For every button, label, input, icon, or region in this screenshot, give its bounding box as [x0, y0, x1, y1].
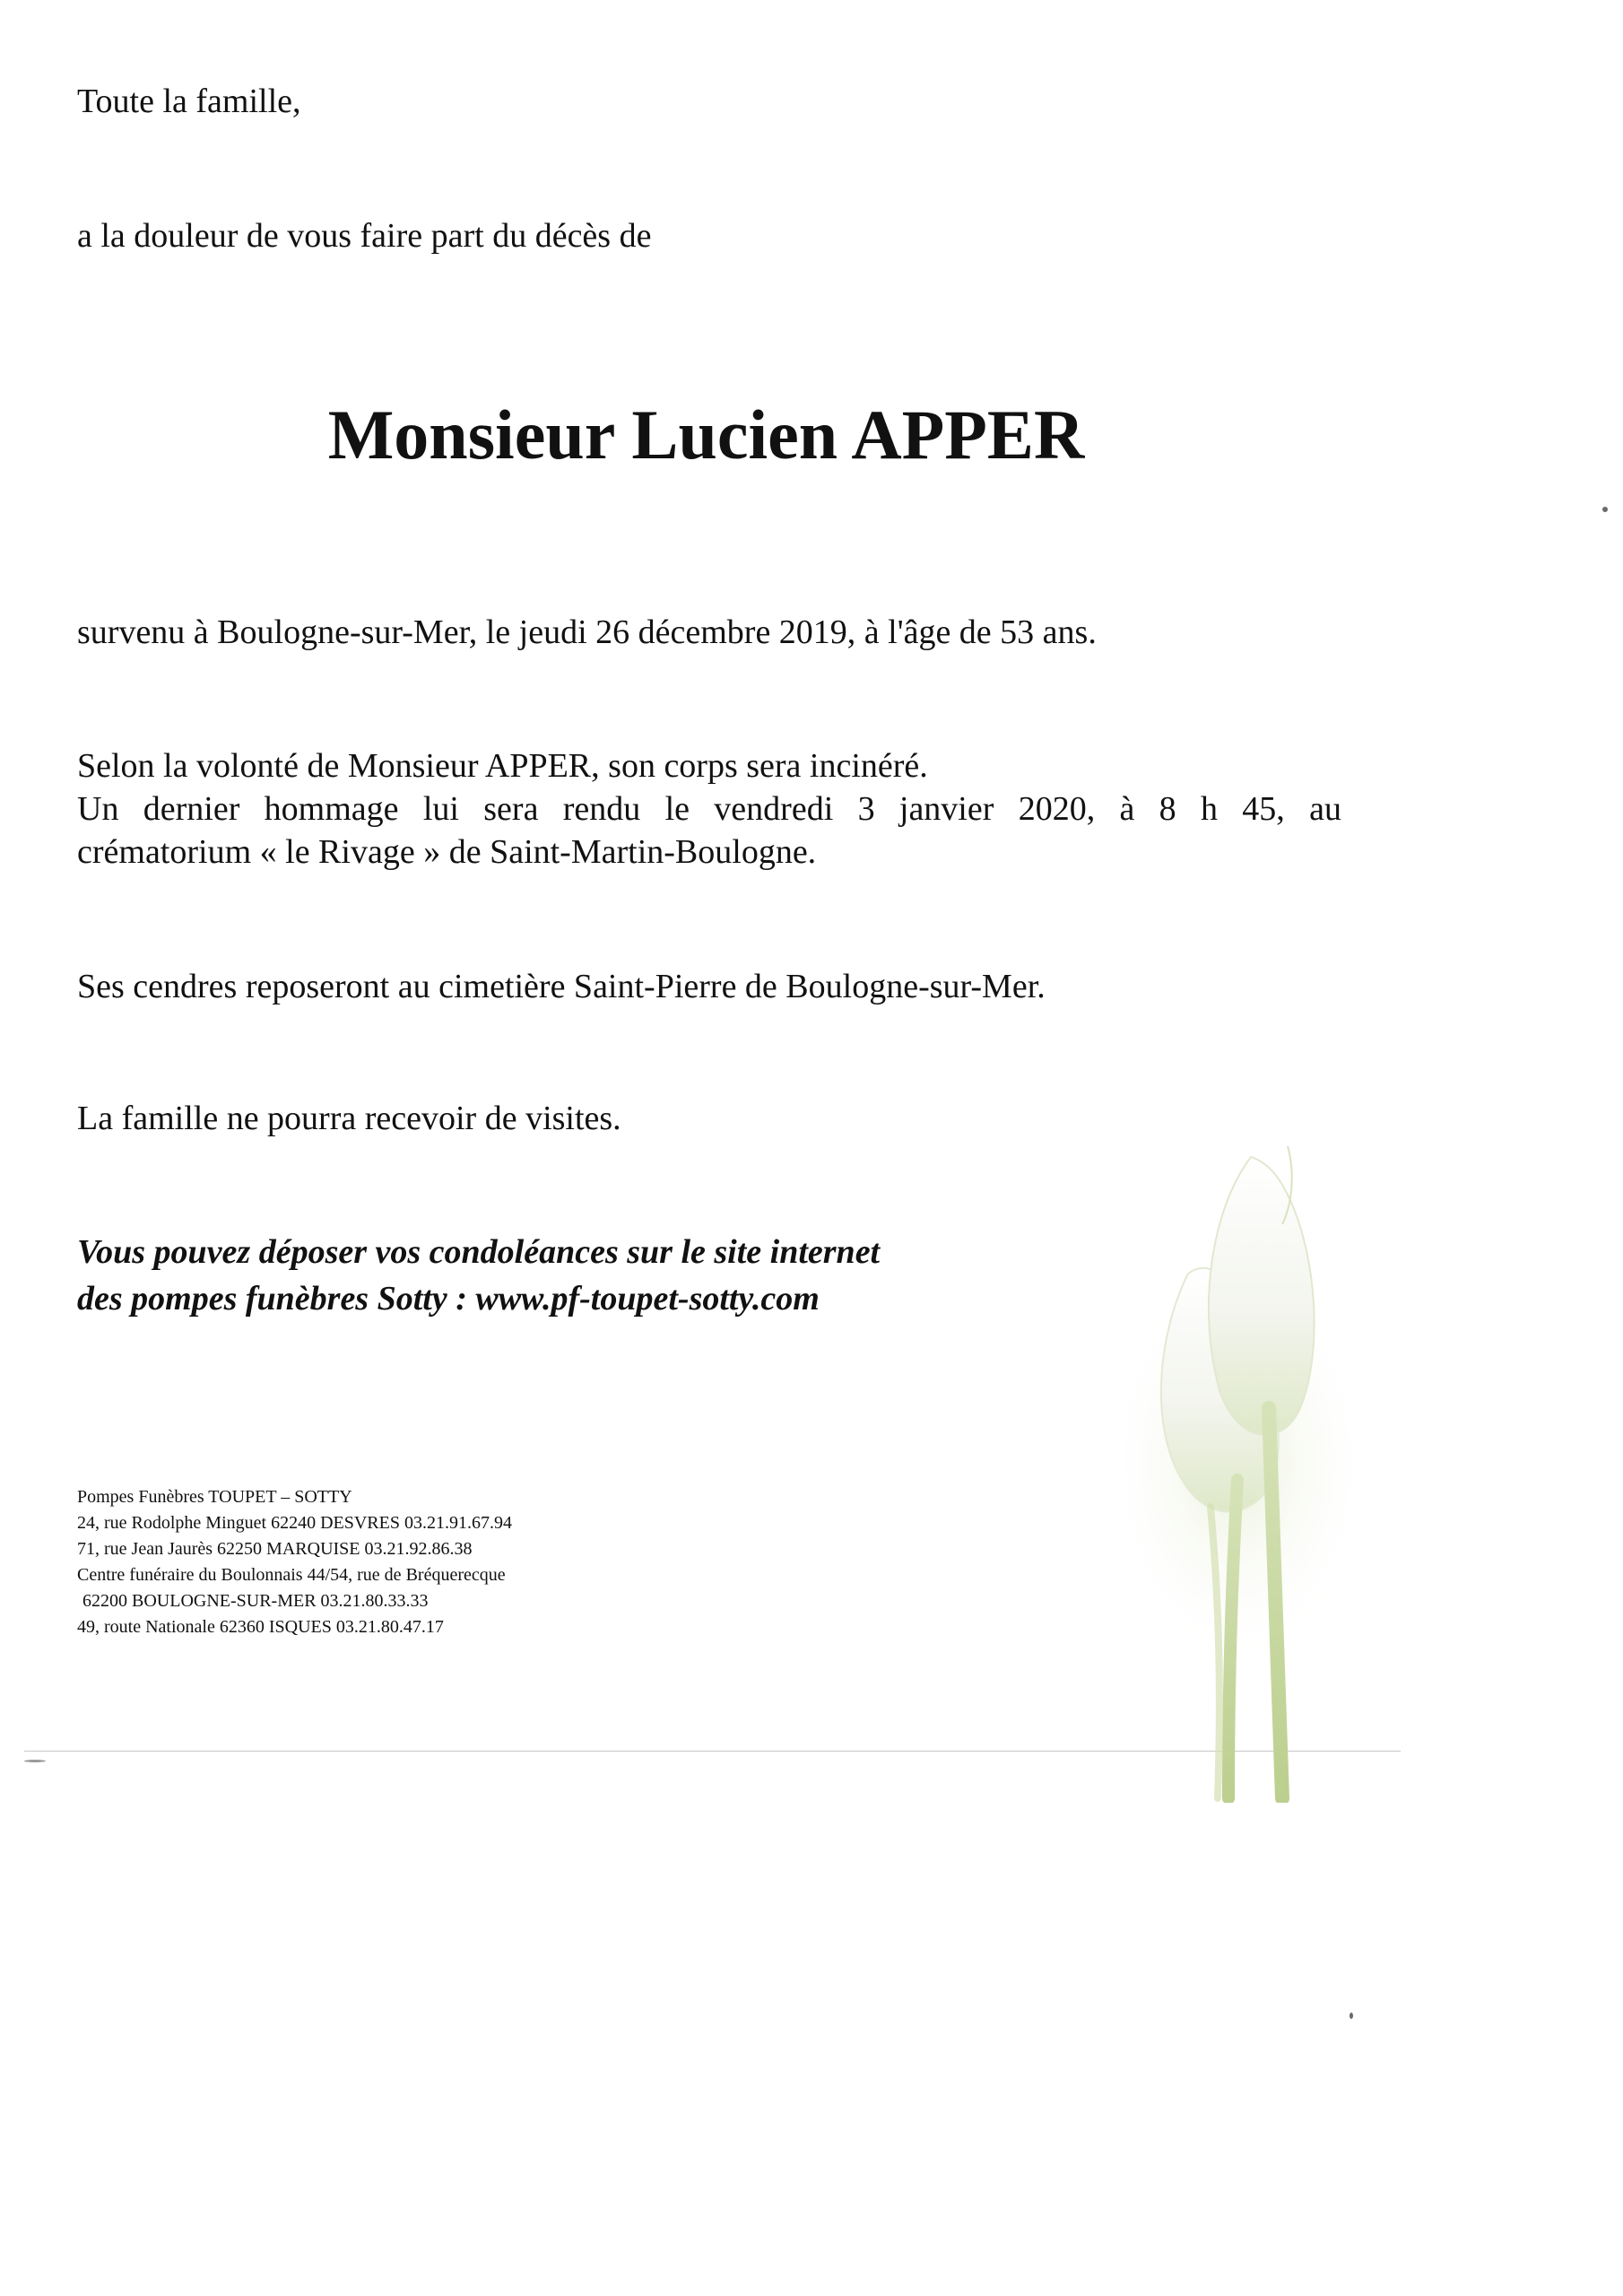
condolences-line-1: Vous pouvez déposer vos condoléances sur le site internet	[77, 1233, 881, 1271]
cremation-line-2: Un dernier hommage lui sera rendu le vendredi 3 janvier 2020, à 8 h 45, au	[77, 790, 1341, 828]
condolences-paragraph	[77, 1229, 880, 1322]
funeral-home-address-boulogne: Centre funéraire du Boulonnais 44/54, rue de Bréquerecque	[77, 1565, 506, 1585]
cremation-paragraph	[77, 744, 1341, 874]
announcement-line: a la douleur de vous faire part du décès de	[77, 217, 652, 255]
visits-line: La famille ne pourra recevoir de visites.	[77, 1100, 621, 1137]
deceased-name: Monsieur Lucien APPER	[327, 396, 1085, 474]
scan-speck	[1602, 507, 1608, 512]
scan-speck	[1350, 2013, 1353, 2019]
funeral-home-address-isques: 49, route Nationale 62360 ISQUES 03.21.80.47.17	[77, 1617, 444, 1637]
funeral-home-address-desvres: 24, rue Rodolphe Minguet 62240 DESVRES 03.21.91.67.94	[77, 1513, 512, 1533]
funeral-home-name: Pompes Funèbres TOUPET – SOTTY	[77, 1487, 352, 1507]
funeral-home-address-marquise: 71, rue Jean Jaurès 62250 MARQUISE 03.21.92.86.38	[77, 1539, 473, 1559]
scan-speck	[24, 1760, 46, 1762]
cremation-line-3: crématorium « le Rivage » de Saint-Martin-Boulogne.	[77, 833, 817, 871]
condolences-line-2: des pompes funèbres Sotty : www.pf-toupet-sotty.com	[77, 1280, 820, 1318]
calla-lily-icon	[1103, 1139, 1399, 1803]
funeral-home-address-boulogne-city: 62200 BOULOGNE-SUR-MER 03.21.80.33.33	[82, 1591, 429, 1611]
cremation-line-1: Selon la volonté de Monsieur APPER, son corps sera incinéré.	[77, 747, 928, 785]
death-details: survenu à Boulogne-sur-Mer, le jeudi 26 décembre 2019, à l'âge de 53 ans.	[77, 613, 1097, 651]
funeral-home-block	[77, 1484, 512, 1640]
ashes-line: Ses cendres reposeront au cimetière Saint-Pierre de Boulogne-sur-Mer.	[77, 968, 1046, 1005]
intro-line: Toute la famille,	[77, 83, 301, 120]
